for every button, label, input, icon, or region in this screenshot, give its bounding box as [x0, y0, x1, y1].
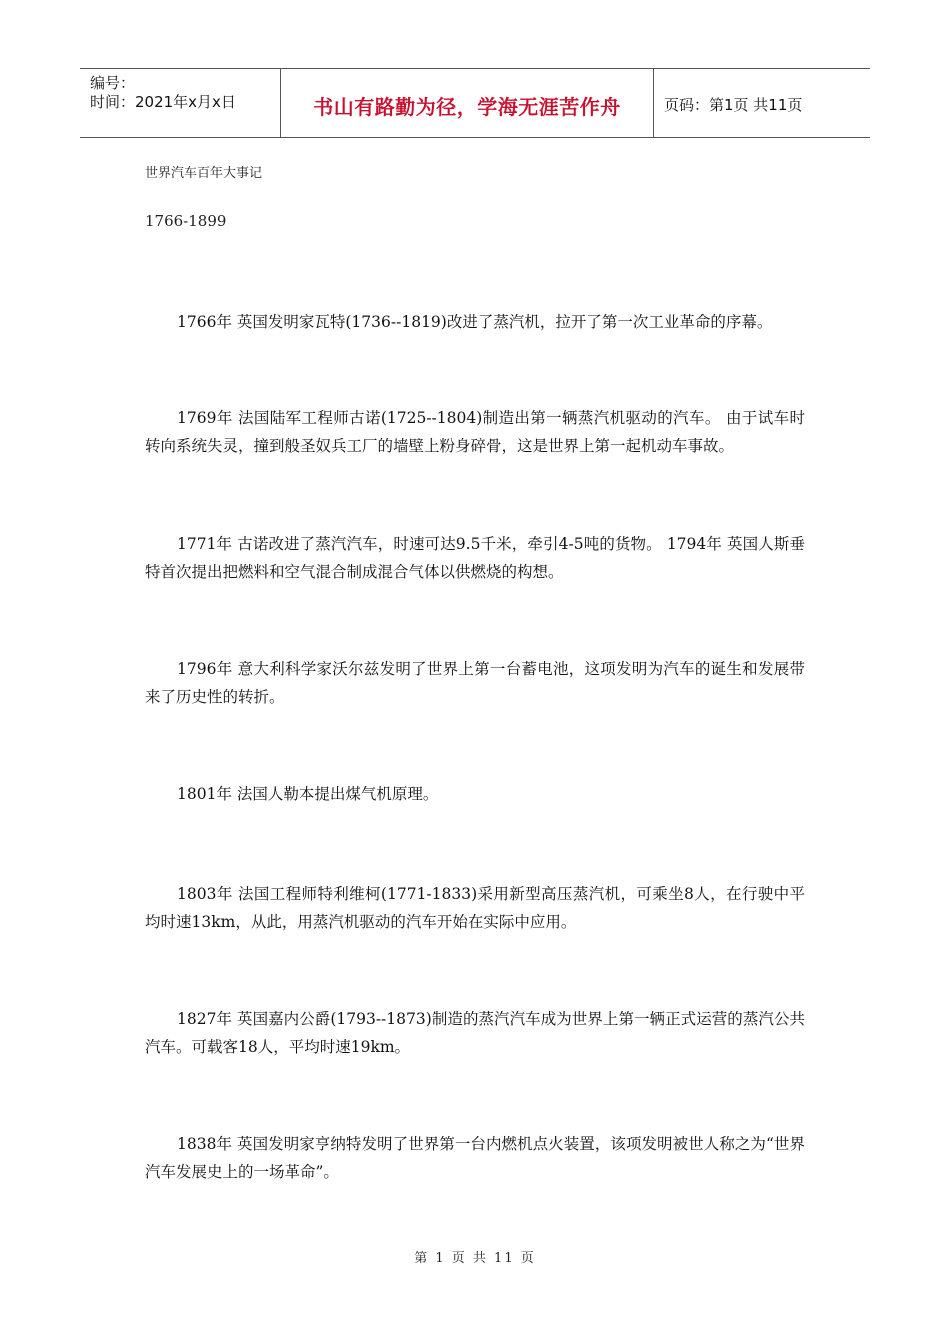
document-number-label: 编号：: [90, 74, 136, 92]
paragraph-1801: 1801年 法国人勒本提出煤气机原理。: [177, 785, 439, 803]
document-time-label: 时间：2021年x月x日: [90, 93, 236, 111]
paragraph-1838: 1838年 英国发明家亨纳特发明了世界第一台内燃机点火装置，该项发明被世人称之为“世界汽车发展史上的一场革命”。: [145, 1135, 805, 1181]
header-table: [80, 68, 870, 138]
paragraph-1766: 1766年 英国发明家瓦特(1736--1819)改进了蒸汽机，拉开了第一次工业革命的序幕。: [177, 313, 773, 331]
paragraph-1796: 1796年 意大利科学家沃尔兹发明了世界上第一台蓄电池，这项发明为汽车的诞生和发展带来了历史性的转折。: [145, 660, 805, 706]
paragraph-1771: 1771年 古诺改进了蒸汽汽车，时速可达9.5千米，牵引4-5吨的货物。 1794年 英国人斯垂特首次提出把燃料和空气混合制成混合气体以供燃烧的构想。: [145, 535, 805, 581]
page-code-label: 页码：第1页 共11页: [664, 96, 803, 114]
header-page-cell: [654, 69, 870, 137]
motto-text: 书山有路勤为径，学海无涯苦作舟: [313, 95, 621, 119]
document-title: 世界汽车百年大事记: [145, 166, 263, 181]
paragraph-1827: 1827年 英国嘉内公爵(1793--1873)制造的蒸汽汽车成为世界上第一辆正式运营的蒸汽公共汽车。可载客18人，平均时速19km。: [145, 1010, 805, 1056]
paragraph-1769: 1769年 法国陆军工程师古诺(1725--1804)制造出第一辆蒸汽机驱动的汽车。 由于试车时转向系统失灵，撞到般圣奴兵工厂的墙壁上粉身碎骨，这是世界上第一起机动车事故。: [145, 409, 805, 455]
period-heading: 1766-1899: [145, 212, 227, 230]
header-motto-cell: [281, 69, 654, 137]
page-footer: 第 1 页 共 11 页: [414, 1251, 536, 1266]
paragraph-1803: 1803年 法国工程师特利维柯(1771-1833)采用新型高压蒸汽机，可乘坐8人，在行驶中平均时速13km，从此，用蒸汽机驱动的汽车开始在实际中应用。: [145, 885, 805, 931]
header-info-cell: [80, 69, 281, 137]
